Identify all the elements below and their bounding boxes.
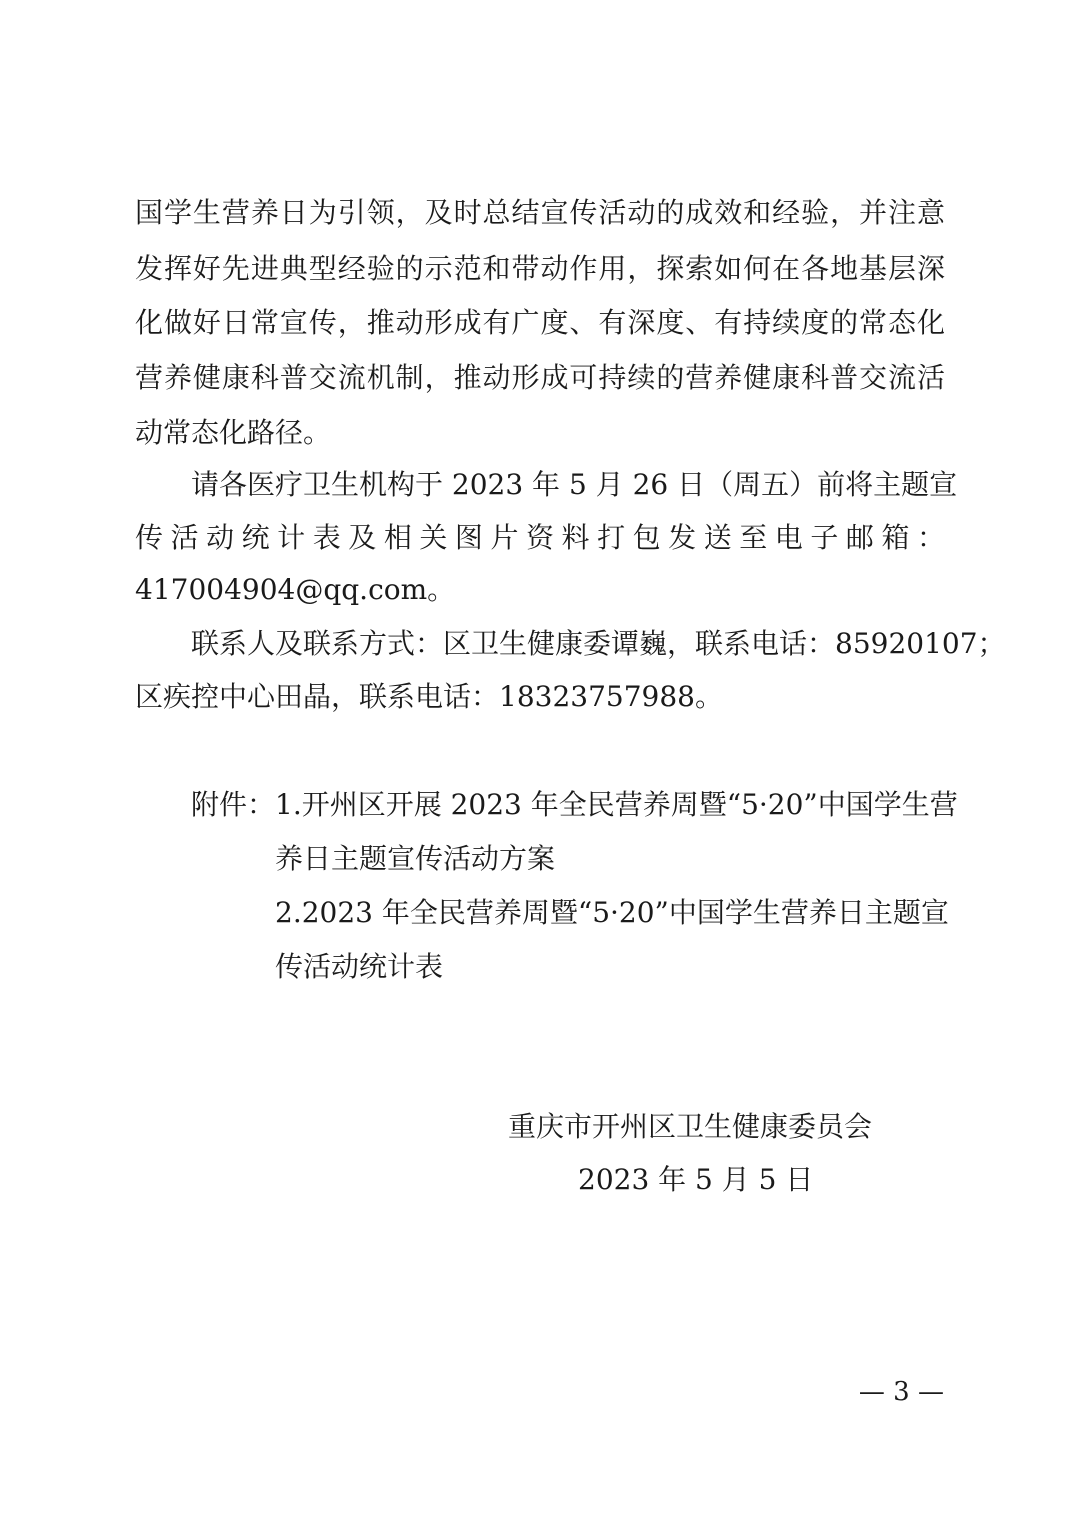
paragraph-1-line-3: 化做好日常宣传，推动形成有广度、有深度、有持续度的常态化 bbox=[135, 306, 945, 339]
paragraph-1-line-2: 发挥好先进典型经验的示范和带动作用，探索如何在各地基层深 bbox=[135, 252, 945, 285]
paragraph-2-line-2: 传活动统计表及相关图片资料打包发送至电子邮箱： bbox=[135, 521, 945, 554]
paragraph-1-line-5: 动常态化路径。 bbox=[135, 416, 332, 449]
paragraph-2-line-1: 请各医疗卫生机构于 2023 年 5 月 26 日（周五）前将主题宣 bbox=[191, 468, 958, 501]
attachment-2-line-2: 传活动统计表 bbox=[275, 950, 444, 983]
issuing-organization: 重庆市开州区卫生健康委员会 bbox=[508, 1110, 873, 1143]
issue-date: 2023 年 5 月 5 日 bbox=[578, 1163, 814, 1196]
paragraph-3-line-2: 区疾控中心田晶，联系电话：18323757988。 bbox=[135, 680, 723, 713]
attachment-2-line-1: 2.2023 年全民营养周暨“5·20”中国学生营养日主题宣 bbox=[275, 896, 949, 929]
paragraph-2-line-3: 417004904@qq.com。 bbox=[135, 573, 456, 606]
page-number: — 3 — bbox=[858, 1377, 944, 1407]
attachments-label: 附件： bbox=[191, 788, 276, 821]
paragraph-3-line-1: 联系人及联系方式：区卫生健康委谭巍，联系电话：85920107； bbox=[191, 627, 1006, 660]
attachment-1-line-1: 1.开州区开展 2023 年全民营养周暨“5·20”中国学生营 bbox=[275, 788, 958, 821]
attachment-1-line-2: 养日主题宣传活动方案 bbox=[275, 842, 556, 875]
paragraph-1-line-4: 营养健康科普交流机制，推动形成可持续的营养健康科普交流活 bbox=[135, 361, 945, 394]
paragraph-1-line-1: 国学生营养日为引领，及时总结宣传活动的成效和经验，并注意 bbox=[135, 196, 945, 229]
